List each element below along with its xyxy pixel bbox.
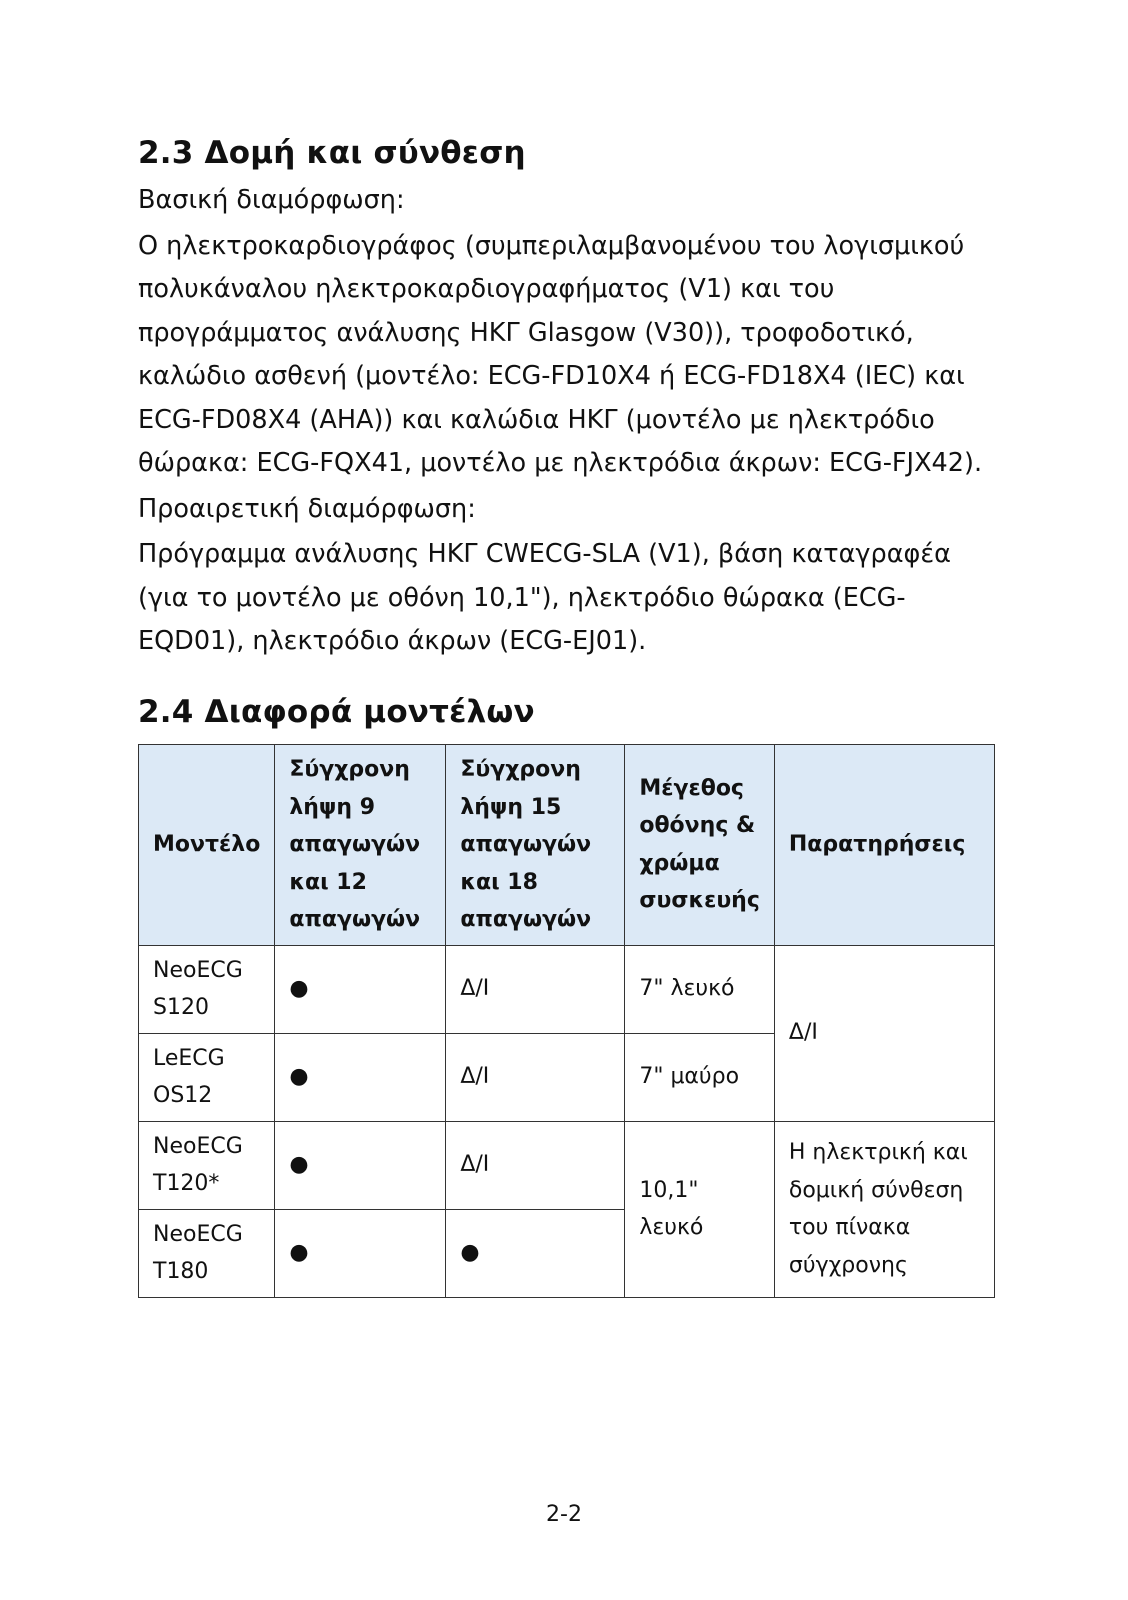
basic-config-label: Βασική διαμόρφωση:	[138, 185, 405, 216]
table-row	[139, 1121, 995, 1209]
lead-12-cell: ●	[275, 1121, 446, 1209]
header-model: Μοντέλο	[139, 745, 275, 946]
model-cell: NeoECG T180	[139, 1209, 275, 1297]
lead-18-cell: ●	[446, 1209, 625, 1297]
lead-12-cell: ●	[275, 945, 446, 1033]
model-cell: LeECG OS12	[139, 1033, 275, 1121]
lead-12-cell: ●	[275, 1209, 446, 1297]
header-lead-18: Σύγχρονη λήψη 15 απαγωγών και 18 απαγωγών	[446, 745, 625, 946]
remarks-cell: Η ηλεκτρική και δομική σύνθεση του πίνακα σύγχρονης	[774, 1121, 994, 1297]
lead-18-cell: Δ/Ι	[446, 1033, 625, 1121]
model-comparison-table	[138, 744, 995, 1298]
table-header-row	[139, 745, 995, 946]
page-number: 2-2	[546, 1502, 582, 1527]
optional-config-text: Πρόγραμμα ανάλυσης ΗΚΓ CWECG-SLA (V1), βάση καταγραφέα (για το μοντέλο με οθόνη 10,1"), ηλεκτρόδιο θώρακα (ECG-EQD01), ηλεκτρόδιο άκρων (ECG-EJ01).	[138, 539, 951, 657]
section-heading-2-3: 2.3 Δομή και σύνθεση	[138, 135, 526, 171]
table-row	[139, 945, 995, 1033]
screen-cell: 7" μαύρο	[625, 1033, 775, 1121]
remarks-cell: Δ/Ι	[774, 945, 994, 1121]
header-remarks: Παρατηρήσεις	[774, 745, 994, 946]
lead-12-cell: ●	[275, 1033, 446, 1121]
basic-config-text: Ο ηλεκτροκαρδιογράφος (συμπεριλαμβανομένου του λογισμικού πολυκάναλου ηλεκτροκαρδιογραφήματος (V1) και του προγράμματος ανάλυσης ΗΚΓ Glasgow (V30)), τροφοδοτικό, καλώδιο ασθενή (μοντέλο: ECG-FD10X4 ή ECG-FD18X4 (IEC) και ECG-FD08X4 (AHA)) και καλώδια ΗΚΓ (μοντέλο με ηλεκτρόδιο θώρακα: ECG-FQX41, μοντέλο με ηλεκτρόδια άκρων: ECG-FJX42).	[138, 230, 983, 479]
page-content	[138, 133, 998, 1298]
header-screen-color: Μέγεθος οθόνης & χρώμα συσκευής	[625, 745, 775, 946]
lead-18-cell: Δ/Ι	[446, 1121, 625, 1209]
optional-config-label: Προαιρετική διαμόρφωση:	[138, 493, 476, 524]
section-heading-2-4: 2.4 Διαφορά μοντέλων	[138, 693, 535, 730]
screen-cell: 7" λευκό	[625, 945, 775, 1033]
model-cell: NeoECG T120*	[139, 1121, 275, 1209]
header-lead-12: Σύγχρονη λήψη 9 απαγωγών και 12 απαγωγών	[275, 745, 446, 946]
model-cell: NeoECG S120	[139, 945, 275, 1033]
screen-cell: 10,1" λευκό	[625, 1121, 775, 1297]
lead-18-cell: Δ/Ι	[446, 945, 625, 1033]
